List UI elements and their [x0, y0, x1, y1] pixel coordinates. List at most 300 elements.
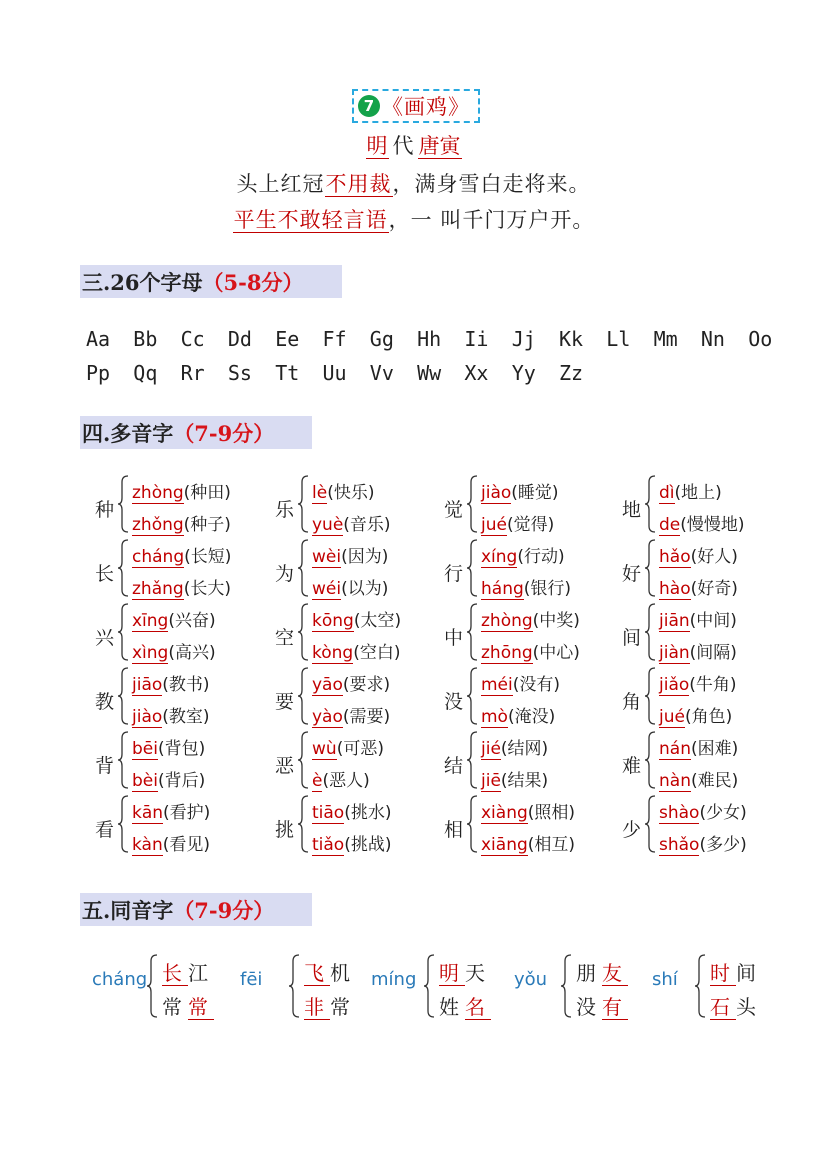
polyphonic-item: [444, 794, 614, 858]
brace: [644, 602, 658, 662]
example-word: (中心): [532, 643, 580, 663]
brace-icon: [466, 602, 480, 662]
polyphonic-reading: [659, 510, 745, 536]
brace-icon: [117, 474, 131, 534]
pinyin: jué: [481, 515, 507, 535]
homophone-item: [240, 953, 360, 1023]
polyphonic-reading: [312, 734, 384, 760]
polyphonic-char: 兴: [95, 627, 115, 649]
brace-icon: [466, 730, 480, 790]
homophone-item: [92, 953, 212, 1023]
polyphonic-reading: [659, 574, 738, 600]
polyphonic-reading: [481, 830, 575, 856]
polyphonic-char: 教: [95, 691, 115, 713]
example-word: (睡觉): [511, 483, 559, 503]
polyphonic-reading: [659, 734, 738, 760]
brace-icon: [117, 538, 131, 598]
section-title: 四.多音字: [82, 420, 174, 446]
polyphonic-char: 少: [622, 819, 642, 841]
polyphonic-reading: [481, 670, 560, 696]
brace-icon: [297, 794, 311, 854]
polyphonic-reading: [659, 670, 737, 696]
example-word: (因为): [341, 547, 389, 567]
homophone-word: [710, 957, 762, 986]
pinyin: hǎo: [659, 547, 691, 567]
polyphonic-char: 要: [275, 691, 295, 713]
pinyin: kōng: [312, 611, 354, 631]
pinyin: kān: [132, 803, 164, 823]
example-word: (种子): [183, 515, 231, 535]
example-word: (多少): [699, 835, 747, 855]
polyphonic-reading: [481, 574, 571, 600]
pinyin: nán: [659, 739, 691, 759]
poem-line-part: ，满身雪白走将来。: [392, 172, 591, 196]
polyphonic-char: 乐: [275, 499, 295, 521]
example-word: (结果): [500, 771, 549, 791]
alphabet-letter-pair: Ss: [227, 361, 252, 385]
pinyin: shǎo: [659, 835, 700, 855]
example-word: (困难): [690, 739, 739, 759]
example-word: (好奇): [690, 579, 738, 599]
polyphonic-reading: [132, 574, 231, 600]
brace: [644, 730, 658, 790]
polyphonic-char: 好: [622, 563, 642, 585]
polyphonic-reading: [481, 606, 580, 632]
brace: [297, 794, 311, 854]
pinyin: xiàng: [481, 803, 528, 823]
example-word: (没有): [512, 675, 561, 695]
poem-line-part: 头上红冠: [236, 172, 325, 196]
brace: [694, 953, 708, 1019]
homophone-char: 没: [576, 995, 602, 1019]
example-word: (教室): [162, 707, 210, 727]
example-word: (可恶): [336, 739, 384, 759]
homophone-word: [576, 991, 628, 1020]
alphabet-letter-pair: Hh: [417, 327, 442, 351]
poem-line-2: [0, 204, 827, 234]
polyphonic-item: [622, 666, 792, 730]
polyphonic-item: [95, 666, 265, 730]
brace: [146, 953, 160, 1019]
pinyin: yāo: [312, 675, 343, 695]
polyphonic-item: [444, 666, 614, 730]
poem-author: [0, 130, 827, 160]
alphabet-letter-pair: Yy: [511, 361, 536, 385]
polyphonic-reading: [659, 542, 738, 568]
alphabet-letter-pair: Uu: [322, 361, 347, 385]
polyphonic-reading: [312, 830, 391, 856]
polyphonic-reading: [481, 542, 565, 568]
example-word: (中奖): [532, 611, 580, 631]
pinyin: cháng: [132, 547, 185, 567]
brace-icon: [644, 794, 658, 854]
polyphonic-item: [444, 538, 614, 602]
alphabet-letter-pair: Mm: [653, 327, 678, 351]
polyphonic-item: [275, 538, 445, 602]
poem-title: 《画鸡》: [382, 95, 470, 119]
alphabet-letter-pair: Qq: [133, 361, 158, 385]
pinyin: jué: [659, 707, 685, 727]
polyphonic-reading: [312, 798, 391, 824]
homophone-word: [439, 957, 491, 986]
alphabet-letter-pair: Aa: [86, 327, 111, 351]
homophone-char: 友: [602, 961, 628, 985]
homophone-char: 常: [162, 995, 188, 1019]
brace: [644, 794, 658, 854]
example-word: (音乐): [343, 515, 391, 535]
brace-icon: [560, 953, 574, 1019]
polyphonic-item: [95, 794, 265, 858]
pinyin: jié: [481, 739, 501, 759]
polyphonic-reading: [481, 702, 555, 728]
example-word: (背后): [157, 771, 206, 791]
brace-icon: [466, 666, 480, 726]
homophone-char: 天: [465, 961, 491, 985]
pinyin: hào: [659, 579, 691, 599]
homophone-pinyin: shí: [652, 969, 678, 990]
section-points: （7-9分）: [173, 897, 275, 923]
brace: [644, 474, 658, 534]
poem-line-part: 平生不敢轻言语: [233, 208, 388, 232]
example-word: (角色): [684, 707, 733, 727]
example-word: (要求): [342, 675, 391, 695]
brace-icon: [117, 602, 131, 662]
polyphonic-reading: [659, 478, 722, 504]
brace-icon: [117, 730, 131, 790]
homophone-item: [371, 953, 491, 1023]
example-word: (恶人): [322, 771, 370, 791]
pinyin: jiāo: [132, 675, 163, 695]
example-word: (太空): [353, 611, 402, 631]
polyphonic-item: [95, 538, 265, 602]
pinyin: è: [312, 771, 323, 791]
brace: [288, 953, 302, 1019]
alphabet-letter-pair: Kk: [559, 327, 584, 351]
brace: [466, 538, 480, 598]
example-word: (挑战): [344, 835, 392, 855]
polyphonic-reading: [659, 638, 737, 664]
pinyin: wù: [312, 739, 337, 759]
pinyin: kàn: [132, 835, 163, 855]
brace-icon: [297, 474, 311, 534]
polyphonic-char: 相: [444, 819, 464, 841]
brace: [644, 666, 658, 726]
homophone-char: 姓: [439, 995, 465, 1019]
polyphonic-reading: [481, 638, 580, 664]
example-word: (结网): [500, 739, 549, 759]
example-word: (牛角): [689, 675, 737, 695]
polyphonic-char: 中: [444, 627, 464, 649]
polyphonic-item: [444, 602, 614, 666]
alphabet-letter-pair: Tt: [275, 361, 300, 385]
homophone-char: 常: [330, 995, 356, 1019]
polyphonic-reading: [132, 510, 231, 536]
polyphonic-reading: [312, 510, 391, 536]
homophone-char: 头: [736, 995, 762, 1019]
homophone-word: [710, 991, 762, 1020]
brace: [297, 730, 311, 790]
alphabet-letter-pair: Pp: [86, 361, 111, 385]
brace-icon: [146, 953, 160, 1019]
poem-author-part: 唐寅: [418, 134, 461, 158]
polyphonic-char: 行: [444, 563, 464, 585]
example-word: (长短): [184, 547, 232, 567]
pinyin: xīng: [132, 611, 169, 631]
polyphonic-reading: [312, 702, 390, 728]
homophone-word: [576, 957, 628, 986]
homophone-char: 朋: [576, 961, 602, 985]
alphabet-letter-pair: Dd: [227, 327, 252, 351]
example-word: (难民): [690, 771, 739, 791]
example-word: (看护): [163, 803, 211, 823]
example-word: (兴奋): [168, 611, 216, 631]
example-word: (间隔): [689, 643, 737, 663]
pinyin: wèi: [312, 547, 342, 567]
pinyin: xiāng: [481, 835, 528, 855]
polyphonic-reading: [659, 798, 747, 824]
brace: [466, 474, 480, 534]
brace-icon: [644, 538, 658, 598]
alphabet-letter-pair: Vv: [369, 361, 394, 385]
polyphonic-reading: [312, 478, 374, 504]
pinyin: jiàn: [659, 643, 690, 663]
pinyin: zhǒng: [132, 515, 184, 535]
pinyin: xìng: [132, 643, 169, 663]
brace: [560, 953, 574, 1019]
alphabet-letter-pair: Gg: [369, 327, 394, 351]
poem-author-part: 代: [392, 134, 414, 158]
polyphonic-reading: [132, 830, 210, 856]
homophone-char: 名: [465, 995, 491, 1019]
brace-icon: [297, 666, 311, 726]
homophone-char: 长: [162, 961, 188, 985]
example-word: (觉得): [506, 515, 555, 535]
alphabet-letter-pair: Bb: [133, 327, 158, 351]
brace-icon: [466, 474, 480, 534]
brace: [117, 794, 131, 854]
brace: [117, 730, 131, 790]
pinyin: jiǎo: [659, 675, 690, 695]
alphabet-letter-pair: Jj: [511, 327, 536, 351]
poem-author-part: 明: [366, 134, 388, 158]
homophone-word: [304, 991, 356, 1020]
pinyin: bèi: [132, 771, 158, 791]
polyphonic-char: 地: [622, 499, 642, 521]
brace: [117, 666, 131, 726]
example-word: (照相): [527, 803, 576, 823]
pinyin: jiào: [481, 483, 512, 503]
polyphonic-reading: [132, 542, 231, 568]
homophone-word: [439, 991, 491, 1020]
brace-icon: [423, 953, 437, 1019]
pinyin: zhōng: [481, 643, 533, 663]
homophone-word: [162, 991, 214, 1020]
homophone-item: [514, 953, 634, 1023]
brace: [466, 794, 480, 854]
homophone-char: 常: [188, 995, 214, 1019]
polyphonic-reading: [659, 606, 737, 632]
brace: [297, 474, 311, 534]
polyphonic-reading: [132, 734, 205, 760]
homophone-pinyin: fēi: [240, 969, 263, 990]
polyphonic-char: 看: [95, 819, 115, 841]
pinyin: xíng: [481, 547, 518, 567]
pinyin: zhǎng: [132, 579, 184, 599]
polyphonic-reading: [312, 606, 401, 632]
brace-icon: [297, 538, 311, 598]
polyphonic-char: 没: [444, 691, 464, 713]
polyphonic-item: [95, 602, 265, 666]
polyphonic-reading: [481, 510, 554, 536]
homophone-pinyin: cháng: [92, 969, 148, 990]
section-title: 五.同音字: [82, 897, 174, 923]
polyphonic-item: [622, 474, 792, 538]
polyphonic-reading: [659, 702, 732, 728]
example-word: (好人): [690, 547, 738, 567]
polyphonic-char: 难: [622, 755, 642, 777]
brace-icon: [297, 602, 311, 662]
pinyin: yuè: [312, 515, 344, 535]
section-points: （5-8分）: [202, 269, 304, 295]
brace-icon: [288, 953, 302, 1019]
example-word: (行动): [517, 547, 565, 567]
example-word: (需要): [342, 707, 391, 727]
homophone-char: 时: [710, 961, 736, 985]
brace: [117, 602, 131, 662]
example-word: (长大): [183, 579, 231, 599]
example-word: (慢慢地): [680, 515, 745, 535]
brace-icon: [644, 666, 658, 726]
polyphonic-char: 角: [622, 691, 642, 713]
polyphonic-reading: [132, 702, 210, 728]
polyphonic-item: [444, 730, 614, 794]
pinyin: bēi: [132, 739, 158, 759]
brace: [644, 538, 658, 598]
brace-icon: [644, 474, 658, 534]
pinyin: lè: [312, 483, 328, 503]
example-word: (空白): [353, 643, 401, 663]
alphabet-letter-pair: Zz: [559, 361, 584, 385]
polyphonic-item: [275, 602, 445, 666]
polyphonic-char: 恶: [275, 755, 295, 777]
brace-icon: [466, 794, 480, 854]
section-title: 三.26个字母: [82, 269, 203, 295]
brace-icon: [117, 794, 131, 854]
example-word: (银行): [523, 579, 572, 599]
polyphonic-item: [622, 794, 792, 858]
alphabet-letter-pair: Ww: [417, 361, 442, 385]
pinyin: jiān: [659, 611, 690, 631]
example-word: (看见): [162, 835, 211, 855]
alphabet-letter-pair: Ll: [606, 327, 631, 351]
brace-icon: [644, 602, 658, 662]
polyphonic-reading: [312, 766, 370, 792]
polyphonic-reading: [312, 638, 400, 664]
homophone-char: 间: [736, 961, 762, 985]
homophone-pinyin: míng: [371, 969, 417, 990]
pinyin: tiǎo: [312, 835, 345, 855]
homophone-item: [652, 953, 772, 1023]
example-word: (高兴): [168, 643, 216, 663]
polyphonic-char: 长: [95, 563, 115, 585]
polyphonic-reading: [481, 798, 575, 824]
section-header-homophones: [80, 893, 312, 926]
polyphonic-item: [622, 538, 792, 602]
brace-icon: [466, 538, 480, 598]
pinyin: nàn: [659, 771, 691, 791]
brace-icon: [297, 730, 311, 790]
polyphonic-item: [275, 730, 445, 794]
section-header-alphabet: [80, 265, 342, 298]
pinyin: méi: [481, 675, 513, 695]
polyphonic-reading: [659, 830, 747, 856]
pinyin: dì: [659, 483, 675, 503]
example-word: (背包): [157, 739, 206, 759]
pinyin: yào: [312, 707, 343, 727]
homophone-word: [162, 957, 214, 986]
alphabet-letter-pair: Nn: [700, 327, 725, 351]
example-word: (以为): [341, 579, 389, 599]
homophone-char: 明: [439, 961, 465, 985]
pinyin: zhòng: [481, 611, 533, 631]
polyphonic-item: [275, 666, 445, 730]
poem-number-badge: 7: [358, 95, 380, 117]
alphabet-letter-pair: Ff: [322, 327, 347, 351]
homophone-char: 机: [330, 961, 356, 985]
pinyin: mò: [481, 707, 508, 727]
poem-title-box: [352, 89, 480, 123]
pinyin: de: [659, 515, 681, 535]
homophone-char: 石: [710, 995, 736, 1019]
poem-line-part: ，一 叫千门万户开。: [388, 208, 595, 232]
polyphonic-char: 为: [275, 563, 295, 585]
homophone-char: 非: [304, 995, 330, 1019]
polyphonic-char: 挑: [275, 819, 295, 841]
polyphonic-char: 空: [275, 627, 295, 649]
section-points: （7-9分）: [173, 420, 275, 446]
brace: [117, 538, 131, 598]
brace: [466, 602, 480, 662]
polyphonic-item: [622, 730, 792, 794]
pinyin: jiē: [481, 771, 501, 791]
example-word: (快乐): [327, 483, 375, 503]
polyphonic-reading: [132, 638, 216, 664]
polyphonic-char: 间: [622, 627, 642, 649]
brace: [117, 474, 131, 534]
polyphonic-reading: [132, 606, 216, 632]
polyphonic-reading: [132, 798, 210, 824]
pinyin: kòng: [312, 643, 354, 663]
polyphonic-reading: [132, 766, 205, 792]
poem-line-1: [0, 168, 827, 198]
brace-icon: [644, 730, 658, 790]
polyphonic-reading: [312, 670, 390, 696]
homophone-char: 江: [188, 961, 214, 985]
polyphonic-item: [622, 602, 792, 666]
brace: [297, 538, 311, 598]
polyphonic-reading: [312, 542, 388, 568]
alphabet-letter-pair: Ee: [275, 327, 300, 351]
example-word: (地上): [674, 483, 722, 503]
example-word: (淹没): [507, 707, 556, 727]
pinyin: háng: [481, 579, 524, 599]
polyphonic-item: [275, 794, 445, 858]
polyphonic-reading: [132, 670, 210, 696]
polyphonic-reading: [659, 766, 738, 792]
brace: [466, 666, 480, 726]
example-word: (相互): [527, 835, 576, 855]
polyphonic-char: 觉: [444, 499, 464, 521]
